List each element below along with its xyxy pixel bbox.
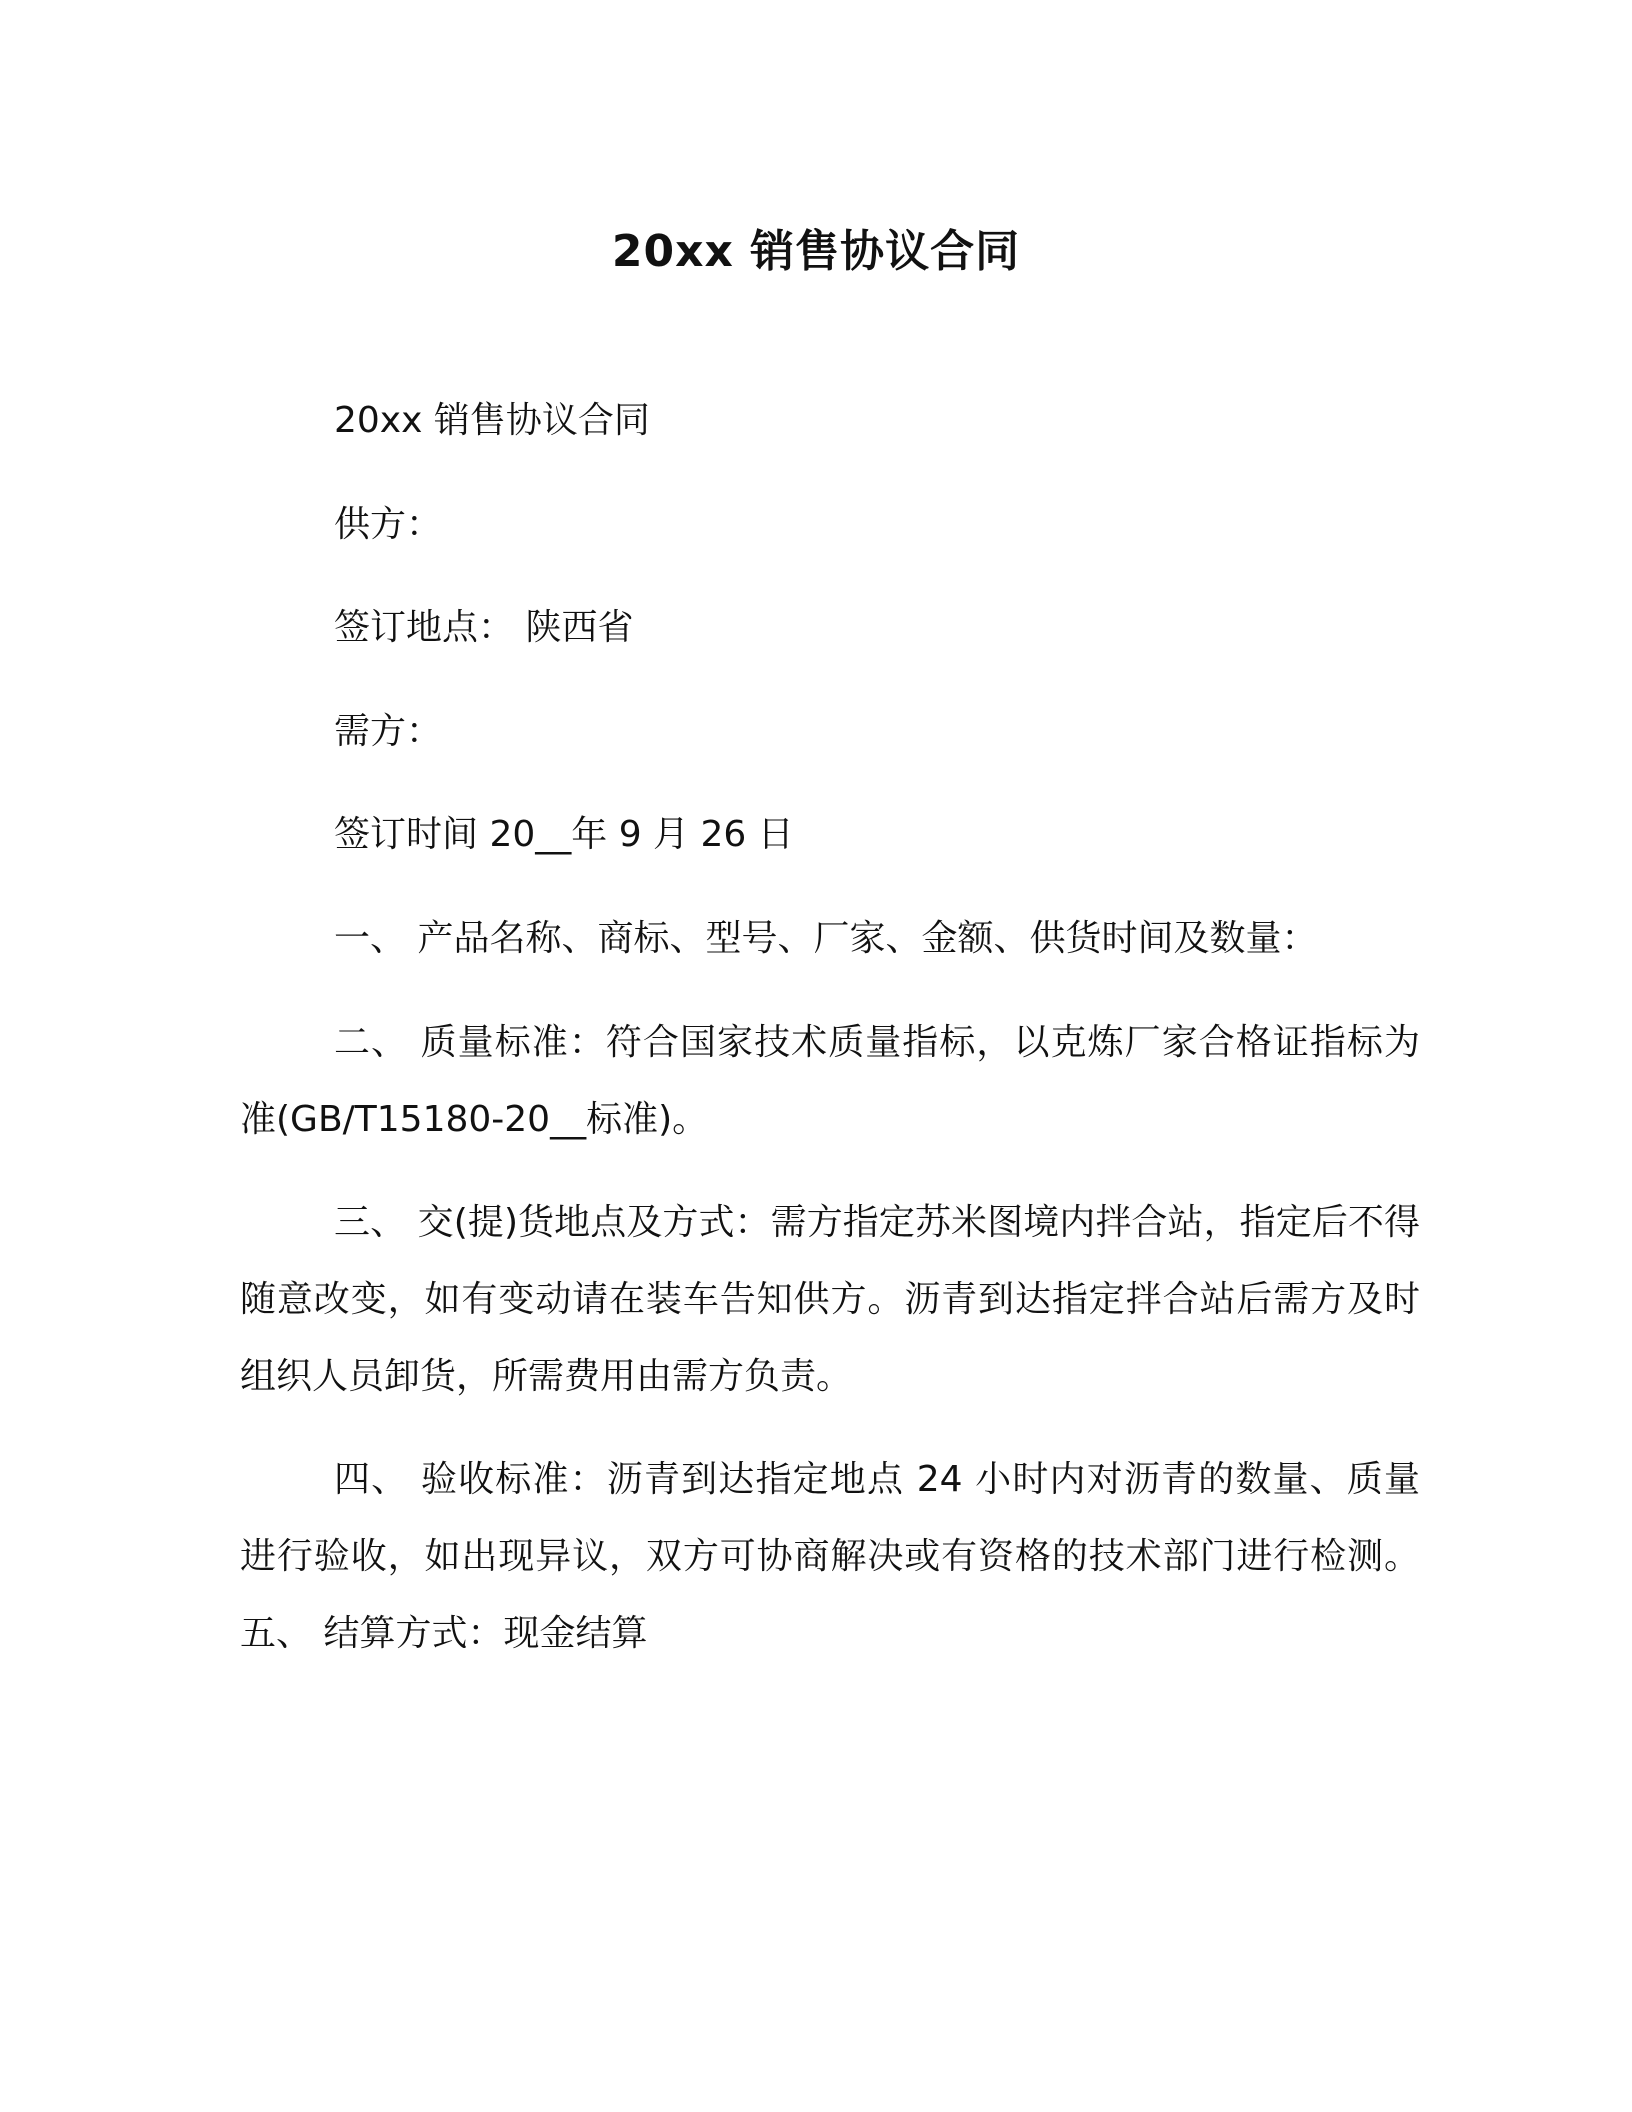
document-title: 20xx 销售协议合同 — [611, 226, 1021, 277]
clause-4-5: 四、 验收标准：沥青到达指定地点 24 小时内对沥青的数量、质量进行验收，如出现异议，双方可协商解决或有资格的技术部门进行检测。 五、 结算方式：现金结算 — [240, 1459, 1420, 1654]
clause-3: 三、 交(提)货地点及方式：需方指定苏米图境内拌合站，指定后不得随意改变，如有变动请在装车告知供方。沥青到达指定拌合站后需方及时组织人员卸货，所需费用由需方负责。 — [240, 1202, 1420, 1397]
supplier-line: 供方： — [334, 504, 443, 545]
clause-1: 一、 产品名称、商标、型号、厂家、金额、供货时间及数量： — [334, 918, 1318, 959]
sign-place-line: 签订地点： 陕西省 — [334, 607, 634, 648]
sign-time-line: 签订时间 20__年 9 月 26 日 — [334, 814, 794, 855]
buyer-line: 需方： — [334, 711, 443, 752]
clause-2: 二、 质量标准：符合国家技术质量指标，以克炼厂家合格证指标为准(GB/T15180-20__标准)。 — [240, 1022, 1420, 1140]
contract-heading: 20xx 销售协议合同 — [334, 400, 650, 441]
